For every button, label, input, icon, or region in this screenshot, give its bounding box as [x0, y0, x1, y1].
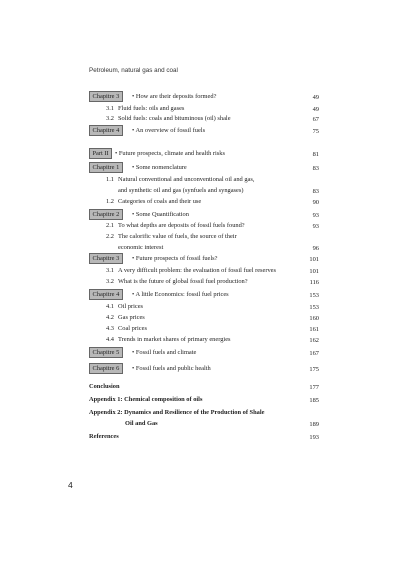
- page-number: 49: [312, 94, 319, 101]
- section-number: 4.1: [106, 303, 114, 310]
- part-label: Part II: [89, 148, 112, 159]
- page-number: 96: [312, 245, 319, 252]
- page-number: 153: [309, 304, 319, 311]
- section-number: 4.3: [106, 325, 114, 332]
- toc-section-row: [89, 232, 319, 243]
- main-entry-title-continued: Oil and Gas: [125, 420, 158, 427]
- page-number-footer: 4: [68, 480, 73, 490]
- toc-main-row: [89, 408, 319, 419]
- page-number: 153: [309, 292, 319, 299]
- toc-section-row: [89, 221, 319, 232]
- chapter-title: • Fossil fuels and public health: [132, 365, 211, 372]
- page-number: 185: [309, 397, 319, 404]
- page-number: 83: [312, 188, 319, 195]
- section-title: Solid fuels: coals and bituminous (oil) shale: [118, 115, 231, 122]
- page-number: 90: [312, 199, 319, 206]
- toc-main-row: [89, 395, 319, 408]
- chapter-title: • How are their deposits formed?: [132, 93, 217, 100]
- section-number: 1.1: [106, 176, 114, 183]
- page-number: 161: [309, 326, 319, 333]
- section-title: Natural conventional and unconventional oil and gas,: [118, 176, 255, 183]
- section-title-continued: economic interest: [118, 244, 164, 251]
- chapter-title: • A little Economics: fossil fuel prices: [132, 291, 229, 298]
- toc-section-row: [89, 324, 319, 335]
- toc-section-continued-row: [89, 186, 319, 197]
- chapter-title: • Some Quantification: [132, 211, 189, 218]
- toc-section-row: [89, 277, 319, 288]
- section-number: 4.2: [106, 314, 114, 321]
- toc-section-continued-row: [89, 243, 319, 253]
- page-number: 175: [309, 366, 319, 373]
- toc-section-row: [89, 302, 319, 313]
- page-number: 75: [312, 128, 319, 135]
- section-number: 3.1: [106, 267, 114, 274]
- page-number: 81: [312, 151, 319, 158]
- main-entry-title: Appendix 2: Dynamics and Resilience of the Production of Shale: [89, 409, 265, 416]
- section-number: 2.1: [106, 222, 114, 229]
- page-number: 67: [312, 116, 319, 123]
- toc-chapter-row: [89, 208, 319, 221]
- section-number: 4.4: [106, 336, 114, 343]
- page-number: 189: [309, 421, 319, 428]
- page-number: 93: [312, 212, 319, 219]
- toc-part-row: [89, 148, 319, 161]
- page-number: 177: [309, 384, 319, 391]
- toc-main-row: [89, 432, 319, 445]
- main-entry-title: References: [89, 433, 119, 440]
- chapter-title: • Future prospects of fossil fuels?: [132, 255, 218, 262]
- section-title: To what depths are deposits of fossil fuels found?: [118, 222, 245, 229]
- section-number: 3.1: [106, 105, 114, 112]
- page-number: 83: [312, 165, 319, 172]
- toc-section-row: [89, 266, 319, 277]
- section-title-continued: and synthetic oil and gas (synfuels and syngases): [118, 187, 244, 194]
- main-entry-title: Appendix 1: Chemical composition of oils: [89, 396, 203, 403]
- page-number: 167: [309, 350, 319, 357]
- section-title: The calorific value of fuels, the source of their: [118, 233, 237, 240]
- page-number: 101: [309, 268, 319, 275]
- page-number: 93: [312, 223, 319, 230]
- toc-chapter-row: [89, 253, 319, 266]
- section-title: Fluid fuels: oils and gases: [118, 105, 185, 112]
- chapter-label: Chapitre 4: [89, 125, 123, 136]
- toc-section-row: [89, 114, 319, 124]
- section-title: Coal prices: [118, 325, 147, 332]
- section-number: 3.2: [106, 115, 114, 122]
- section-title: Trends in market shares of primary energies: [118, 336, 231, 343]
- section-number: 1.2: [106, 198, 114, 205]
- toc-section-row: [89, 197, 319, 208]
- toc-section-row: [89, 335, 319, 346]
- toc-chapter-row: [89, 346, 319, 362]
- chapter-label: Chapitre 5: [89, 347, 123, 358]
- chapter-title: • An overview of fossil fuels: [132, 127, 206, 134]
- chapter-label: Chapitre 1: [89, 162, 123, 173]
- toc-section-row: [89, 313, 319, 324]
- main-entry-title: Conclusion: [89, 383, 120, 390]
- chapter-label: Chapitre 6: [89, 363, 123, 374]
- part-title: • Future prospects, climate and health risks: [115, 150, 225, 157]
- chapter-title: • Some nomenclature: [132, 164, 187, 171]
- section-number: 2.2: [106, 233, 114, 240]
- running-header: Petroleum, natural gas and coal: [89, 67, 178, 74]
- toc-chapter-row: [89, 124, 319, 148]
- toc-chapter-row: [89, 91, 319, 104]
- toc-chapter-row: [89, 288, 319, 302]
- section-title: A very difficult problem: the evaluation of fossil fuel reserves: [118, 267, 277, 274]
- section-title: Gas prices: [118, 314, 145, 321]
- page-number: 160: [309, 315, 319, 322]
- chapter-label: Chapitre 3: [89, 253, 123, 264]
- toc-section-row: [89, 104, 319, 114]
- page-number: 101: [309, 256, 319, 263]
- section-title: Oil prices: [118, 303, 144, 310]
- toc-section-row: [89, 175, 319, 186]
- toc-chapter-row: [89, 161, 319, 175]
- toc-main-row: [89, 382, 319, 395]
- toc-chapter-row: [89, 362, 319, 382]
- page-number: 49: [312, 106, 319, 113]
- section-title: Categories of coals and their use: [118, 198, 202, 205]
- toc-main-continued-row: [89, 419, 319, 432]
- page-number: 162: [309, 337, 319, 344]
- section-number: 3.2: [106, 278, 114, 285]
- chapter-title: • Fossil fuels and climate: [132, 349, 197, 356]
- chapter-label: Chapitre 4: [89, 289, 123, 300]
- page-number: 116: [309, 279, 319, 286]
- table-of-contents: [89, 91, 319, 445]
- chapter-label: Chapitre 2: [89, 209, 123, 220]
- section-title: What is the future of global fossil fuel production?: [118, 278, 248, 285]
- chapter-label: Chapitre 3: [89, 91, 123, 102]
- page-number: 193: [309, 434, 319, 441]
